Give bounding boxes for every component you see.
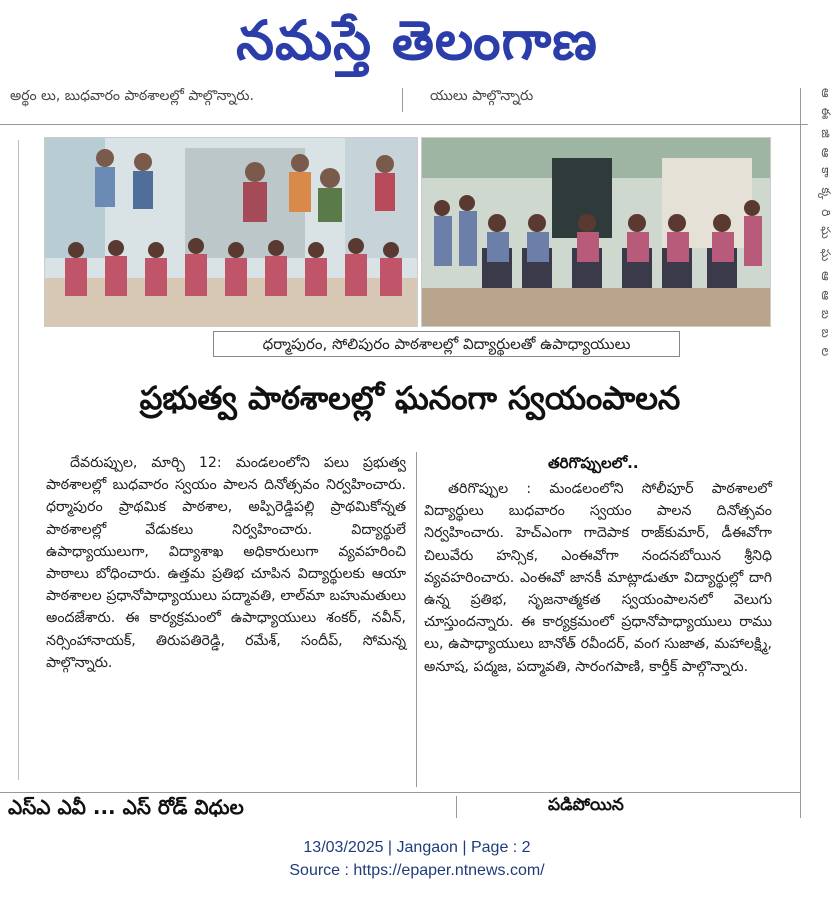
right-article-body: తరిగొప్పుల : మండలంలోని సోలీపూర్ పాఠశాలలో విద్యార్థులు బుధవారం స్వయం పాలన దినోత్సవం నిర్వహించారు. హెచ్‌ఎంగా గాదెపాక రాజ్‌కుమార్, డీఈవోగా చిలువేరు హన్సిక, ఎంఈవోగా నందనబోయిన శ్రీనిధి వ్యవహరించారు. ఎంఈవో జానకీ మాట్లాడుతూ విద్యార్థుల్లో దాగి ఉన్న ప్రతిభ, సృజనాత్మకత స్వయంపాలనలో వెలుగు చూస్తుందన్నారు. ఈ కార్యక్రమంలో ప్రధానోపాధ్యాయులు రాము లు, ఉపాధ్యాయులు బానోత్ రవీందర్, వంగ సుజాత, మహాలక్ష్మి, అనూష, పద్మజ, పద్మావతి, సారంగపాణి, కార్తీక్ పాల్గొన్నారు. [424,481,772,675]
top-clipped-text [0,88,800,110]
section-rule [0,124,808,125]
right-article-column [424,478,772,788]
article-headline: ప్రభుత్వ పాఠశాలల్లో ఘనంగా స్వయంపాలన [139,379,681,417]
group-photo-icon [45,138,417,326]
bottom-rule [0,792,800,793]
right-column-subhead: తరిగొప్పులలో.. [548,454,639,472]
right-group-photo [421,137,771,327]
group-photo-icon [422,138,770,326]
page-footer [0,836,834,882]
right-margin-divider [800,88,801,818]
top-clip-left: అర్థం లు, బుధవారం పాఠశాలల్లో పాల్గొన్నారు. [10,88,254,104]
bottom-clip-right: పడిపోయిన [548,795,624,815]
bottom-divider [456,796,457,818]
article-column-divider [416,452,417,787]
photo-caption: ధర్మాపురం, సోలిపురం పాఠశాలల్లో విద్యార్థులతో ఉపాధ్యాయులు [213,331,680,357]
left-article-column [46,452,406,788]
newspaper-title: నమస్తే తెలంగాణ [236,8,598,72]
left-margin-divider [18,140,19,780]
masthead [0,0,834,80]
footer-date-line: 13/03/2025 | Jangaon | Page : 2 [303,839,531,856]
top-clip-right: యులు పాల్గొన్నారు [430,88,534,104]
column-divider [402,88,403,112]
bottom-clip-left: ఎస్ఎ ఎవీ ... ఎస్ రోడ్ విధుల [8,795,244,819]
left-article-body: దేవరుప్పుల, మార్చి 12: మండలంలోని పలు ప్రభుత్వ పాఠశాలల్లో బుధవారం స్వయం పాలన దినోత్సవం నిర్వహించారు. ధర్మాపురం ప్రాథమిక పాఠశాల, అప్పిరెడ్డిపల్లి ప్రాథమికోన్నత పాఠశాలల్లో వేడుకలు నిర్వహించారు. విద్యార్థులే ఉపాధ్యాయులుగా, విద్యాశాఖ అధికారులుగా వ్యవహరించి పాఠాలు బోధించారు. ఉత్తమ ప్రతిభ చూపిన విద్యార్థులకు ఆయా పాఠశాలల ప్రధానోపాధ్యాయులు పద్మావతి, లాల్‌మా బహుమతులు అందజేశారు. ఈ కార్యక్రమంలో ఉపాధ్యాయులు శంకర్, నవీన్, నర్సింహానాయక్, తిరుపతిరెడ్డి, రమేశ్, సందీప్, సోమన్న పాల్గొన్నారు. [46,455,406,671]
right-margin-text: ఆ ఈ జి ఆ కా క్క రి ఘ ఘ ఆ ఆ బ బ ల [819,88,833,360]
left-group-photo [44,137,418,327]
footer-source-line: Source : https://epaper.ntnews.com/ [289,862,545,879]
